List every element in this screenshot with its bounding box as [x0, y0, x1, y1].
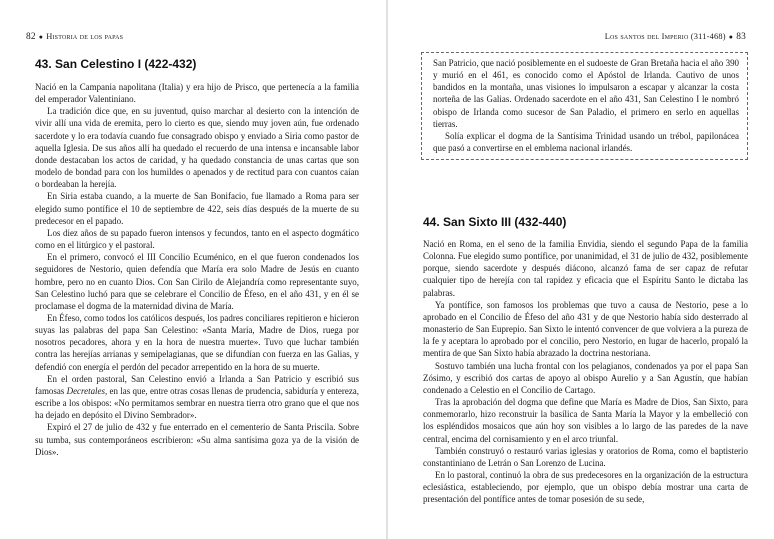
- paragraph: Nació en Roma, en el seno de la familia Envidia, siendo el segundo Papa de la familia Colonna. Fue elegido sumo pontífice, por unanimidad, el 31 de julio de 432, posiblemente porque, siendo sacerdote y después diácono, alcanzó fama de ser capaz de refutar cualquier tipo de herejía con tal rapidez y eficacia que el Espíritu Santo le dictaba las palabras.: [423, 239, 748, 298]
- paragraph: En el primero, convocó el III Concilio Ecuménico, en el que fueron condenados los seguidores de Nestorio, quien defendía que María era solo Madre de Jesús en cuanto hombre, pero no en cuanto Dios. Con San Cirilo de Alejandría como representante suyo, San Celestino luchó para que se celebrare el Concilio de Éfeso, en el año 431, y en él se proclamase el dogma de la maternidad divina de María.: [35, 252, 359, 311]
- running-head-right: [605, 32, 746, 42]
- paragraph: En lo pastoral, continuó la obra de sus predecesores en la organización de la estructura eclesiástica, estableciendo, por ejemplo, que un obispo debía mostrar una carta de presentación del pontífice antes de tomar posesión de su sede,: [423, 469, 748, 505]
- paragraph: Expiró el 27 de julio de 432 y fue enterrado en el cementerio de Santa Priscila. Sobre su tumba, sus contemporáneos escribieron: «Su alma santísima goza ya de la visión de Dios».: [35, 422, 359, 457]
- body-text-left: [35, 81, 359, 458]
- running-head-title: Los santos del Imperio (311-468): [604, 32, 726, 41]
- paragraph: Tras la aprobación del dogma que define que María es Madre de Dios, San Sixto, para conmemorarlo, hizo reconstruir la basílica de Santa María la Mayor y la embelleció con los espléndidos mosaicos que aún hoy son visibles a lo largo de las paredes de la nave central, encima del cornisamiento y en el arco triunfal.: [423, 397, 748, 444]
- section-title: 44. San Sixto III (432-440): [423, 215, 567, 229]
- box-paragraph: San Patricio, que nació posiblemente en el sudoeste de Gran Bretaña hacia el año 390 y murió en el 461, es conocido como el Apóstol de Irlanda. Cautivo de unos bandidos en la montaña, unas visiones lo impulsaron a escapar y alcanzar la costa norteña de las Galias. Ordenado sacerdote en el año 431, San Celestino I le nombró obispo de Irlanda como sucesor de San Paladio, el primero en serlo en aquellas tierras.: [433, 58, 740, 129]
- box-paragraph: Solía explicar el dogma de la Santísima Trinidad usando un trébol, papilonácea que pasó a convertirse en el emblema nacional irlandés.: [433, 130, 739, 154]
- running-head-left: [26, 32, 123, 42]
- bullet-separator: ●: [38, 33, 44, 41]
- paragraph: En el orden pastoral, San Celestino envió a Irlanda a San Patricio y escribió sus famosas Decretales, en las que, entre otras cosas llenas de prudencia, sabiduría y entereza, escribe a los obispos: «No permitamos sembrar en nuestra tierra otro grano que el que nos ha dejado en depósito el Divino Sembrador».: [35, 373, 360, 421]
- body-text-right: [423, 238, 748, 505]
- paragraph: La tradición dice que, en su juventud, quiso marchar al desierto con la intención de vivir allí una vida de eremita, pero lo cierto es que, siendo muy joven aún, fue ordenado sacerdote y lo era todavía cuando fue consagrado obispo y enviado a Siria como pastor de aquella Iglesia. De sus años allí ha quedado el recuerdo de una intensa e incansable labor donde destacaban los actos de caridad, y ha quedado constancia de unas cartas que son modelo de bondad para con los humildes o apenados y de rectitud para con cuantos caían o bordeaban la herejía.: [35, 106, 359, 190]
- paragraph: Los diez años de su papado fueron intensos y fecundos, tanto en el aspecto dogmático como en el litúrgico y el pastoral.: [35, 227, 359, 251]
- paragraph: Sostuvo también una lucha frontal con los pelagianos, condenados ya por el papa San Zósimo, y escribió dos cartas de apoyo al obispo Aurelio y a San Agustín, que habían condenado a Celestio en el Concilio de Cartago.: [423, 360, 748, 395]
- paragraph: Ya pontífice, son famosos los problemas que tuvo a causa de Nestorio, pese a lo aprobado en el Concilio de Éfeso del año 431 y de que Nestorio había sido desterrado al monasterio de San Euprepio. San Sixto le intentó convencer de que volviera a la pureza de la fe y aceptara lo aprobado por el concilio, pero Nestorio, en lugar de hacerlo, propaló la mentira de que San Sixto había abrazado la doctrina nestoriana.: [423, 299, 748, 359]
- bullet-separator: ●: [728, 33, 734, 41]
- sidebar-box: [421, 52, 748, 160]
- page-number: 83: [736, 32, 746, 42]
- running-head-title: Historia de los papas: [46, 32, 124, 41]
- paragraph: En Éfeso, como todos los católicos después, los padres conciliares repitieron e hicieron suyas las palabras del papa San Celestino: «Santa María, Madre de Dios, ruega por nosotros pecadores, ahora y en la hora de nuestra muerte». Tuvo que luchar también contra las herejías arrianas y semipelagianas, que se difundían con fuerza en las Galias, y defendió con energía el perdón del pecador arrepentido en la hora de su muerte.: [35, 312, 359, 372]
- page-number: 82: [26, 32, 36, 42]
- italic-title: Decretales: [66, 385, 105, 396]
- paragraph: En Siria estaba cuando, a la muerte de San Bonifacio, fue llamado a Roma para ser elegido sumo pontífice el 10 de septiembre de 422, seis días después de la muerte de su predecesor en el papado.: [35, 191, 359, 226]
- right-page: [387, 0, 774, 539]
- paragraph: También construyó o restauró varias iglesias y oratorios de Roma, como el baptisterio constantiniano de Letrán o San Lorenzo de Lucina.: [423, 445, 748, 468]
- section-title: 43. San Celestino I (422-432): [35, 57, 197, 71]
- paragraph: Nació en la Campania napolitana (Italia) y era hijo de Prisco, que pertenecía a la familia del emperador Valentiniano.: [35, 82, 359, 105]
